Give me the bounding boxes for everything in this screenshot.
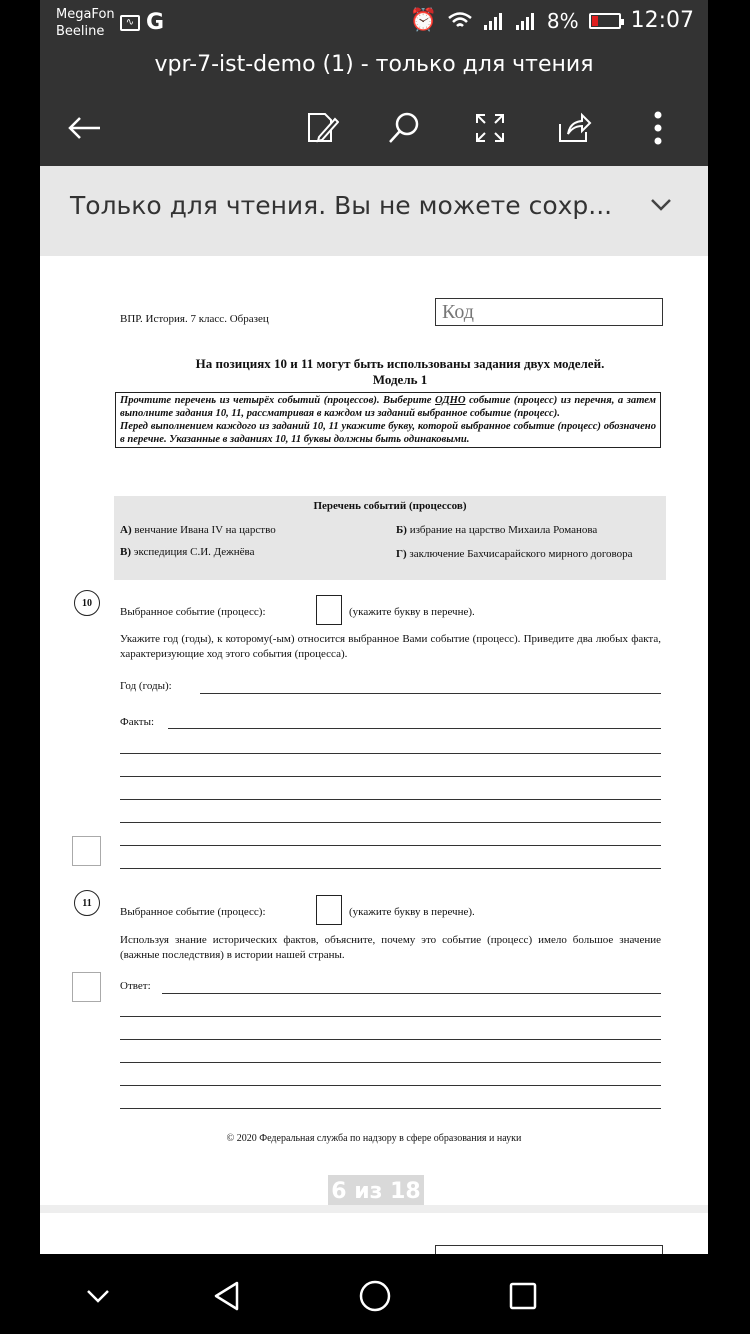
signal-icon [483,11,505,31]
year-answer-line[interactable] [200,693,661,694]
answer-label: Ответ: [120,980,151,992]
event-letter: Б) [396,524,407,536]
alarm-icon: ⏰ [409,8,437,33]
nav-recents-button[interactable] [503,1276,543,1316]
task-10-question: Укажите год (годы), к которому(-ым) относится выбранное Вами событие (процесс). Приведите два любых факта, характеризующие ход этого события (процесса). [120,633,661,660]
document-page[interactable] [40,256,708,1246]
status-bar [40,0,708,46]
carrier-names [56,6,115,40]
answer-line[interactable] [120,776,661,777]
event-g [396,546,646,562]
event-text: экспедиция С.И. Дежнёва [133,546,255,558]
clock: 12:07 [630,8,694,33]
event-a [120,524,276,536]
status-right [409,8,694,33]
instruction-2: Перед выполнением каждого из заданий 10, 11 укажите букву, которой выбранное событие (процесс) обозначено в перечне. Указанные в заданиях 10, 11 буквы должны быть одинаковыми. [120,421,656,445]
event-v [120,546,254,558]
task-11-score-box [72,972,101,1002]
copyright-footer: © 2020 Федеральная служба по надзору в сфере образования и науки [226,1133,522,1144]
answer-line[interactable] [120,1108,661,1109]
task-11-number: 11 [74,890,100,916]
network-type: G [146,10,165,35]
exam-header-label: ВПР. История. 7 класс. Образец [120,313,269,325]
edit-button[interactable] [298,104,346,152]
answer-line[interactable] [120,1016,661,1017]
activity-icon: ∿ [120,15,140,31]
recents-square-icon [508,1281,538,1311]
document-title: vpr-7-ist-demo (1) - только для чтения [154,52,594,77]
event-b [396,524,597,536]
event-letter: А) [120,524,132,536]
task-11-question: Используя знание исторических фактов, объясните, почему это событие (процесс) имело большое значение (важные последствия) в истории нашей страны. [120,934,661,961]
more-options-button[interactable] [634,104,682,152]
fullscreen-icon [474,112,506,144]
task-11-selected-label: Выбранное событие (процесс): [120,906,266,918]
read-only-banner[interactable] [40,166,708,256]
task-11-hint: (укажите букву в перечне). [349,906,475,918]
task-10-selected-label: Выбранное событие (процесс): [120,606,266,618]
year-label: Год (годы): [120,680,172,692]
answer-line[interactable] [120,868,661,869]
events-list [114,496,666,580]
facts-answer-line[interactable] [168,728,661,729]
search-icon [387,111,421,145]
events-title: Перечень событий (процессов) [313,500,467,512]
nav-back-button[interactable] [206,1276,246,1316]
more-vertical-icon [653,111,663,145]
back-arrow-icon [66,116,102,140]
wifi-icon [447,11,473,31]
share-button[interactable] [550,104,598,152]
navigation-bar [0,1254,750,1334]
share-icon [556,112,592,144]
instruction-1 [120,394,656,420]
instruction-box [115,392,661,448]
event-letter: Г) [396,548,407,560]
nav-home-button[interactable] [355,1276,395,1316]
back-button[interactable] [60,104,108,152]
carrier-1: MegaFon [56,7,115,22]
event-text: избрание на царство Михаила Романова [409,524,598,536]
answer-line[interactable] [120,822,661,823]
task-10-hint: (укажите букву в перечне). [349,606,475,618]
answer-line[interactable] [120,1039,661,1040]
status-left-icons [120,10,164,35]
read-only-message: Только для чтения. Вы не можете сохр... [70,191,613,220]
task-10-letter-box[interactable] [316,595,342,625]
answer-line[interactable] [120,753,661,754]
chevron-down-icon [86,1289,110,1303]
instruction-1-start: Прочтите перечень из четырёх событий (процессов). Выберите [120,395,436,406]
event-letter: В) [120,546,131,558]
instruction-1-end: событие (процесс) из перечня, а затем выполните задания 10, 11, рассматривая в каждом из заданий выбранное событие (процесс). [120,395,657,419]
event-text: венчание Ивана IV на царство [134,524,276,536]
phone-screen [40,0,708,1254]
carrier-2: Beeline [56,24,105,39]
next-page-code-field [435,1245,663,1254]
page-indicator: 6 из 18 [328,1175,424,1209]
models-heading [100,356,700,388]
answer-line[interactable] [120,845,661,846]
page-separator [40,1205,708,1213]
answer-line[interactable] [120,1085,661,1086]
app-header [40,46,708,166]
back-triangle-icon [212,1280,240,1312]
task-10-score-box [72,836,101,866]
answer-line[interactable] [120,799,661,800]
home-circle-icon [358,1279,392,1313]
search-button[interactable] [380,104,428,152]
edit-document-icon [305,111,339,145]
battery-percent: 8% [546,8,579,33]
nav-hide-button[interactable] [78,1276,118,1316]
signal-icon-2 [515,11,537,31]
task-10-number: 10 [74,590,100,616]
battery-icon [589,13,621,29]
instruction-1-emphasis: ОДНО [435,395,466,406]
toolbar [40,104,708,152]
fullscreen-button[interactable] [466,104,514,152]
models-line-2: Модель 1 [372,372,428,387]
code-field: Код [435,298,663,326]
answer-line[interactable] [162,993,661,994]
task-11-letter-box[interactable] [316,895,342,925]
models-line-1: На позициях 10 и 11 могут быть использованы задания двух моделей. [195,356,605,371]
chevron-down-icon[interactable] [650,198,672,212]
event-text: заключение Бахчисарайского мирного договора [409,548,633,560]
answer-line[interactable] [120,1062,661,1063]
facts-label: Факты: [120,716,155,728]
